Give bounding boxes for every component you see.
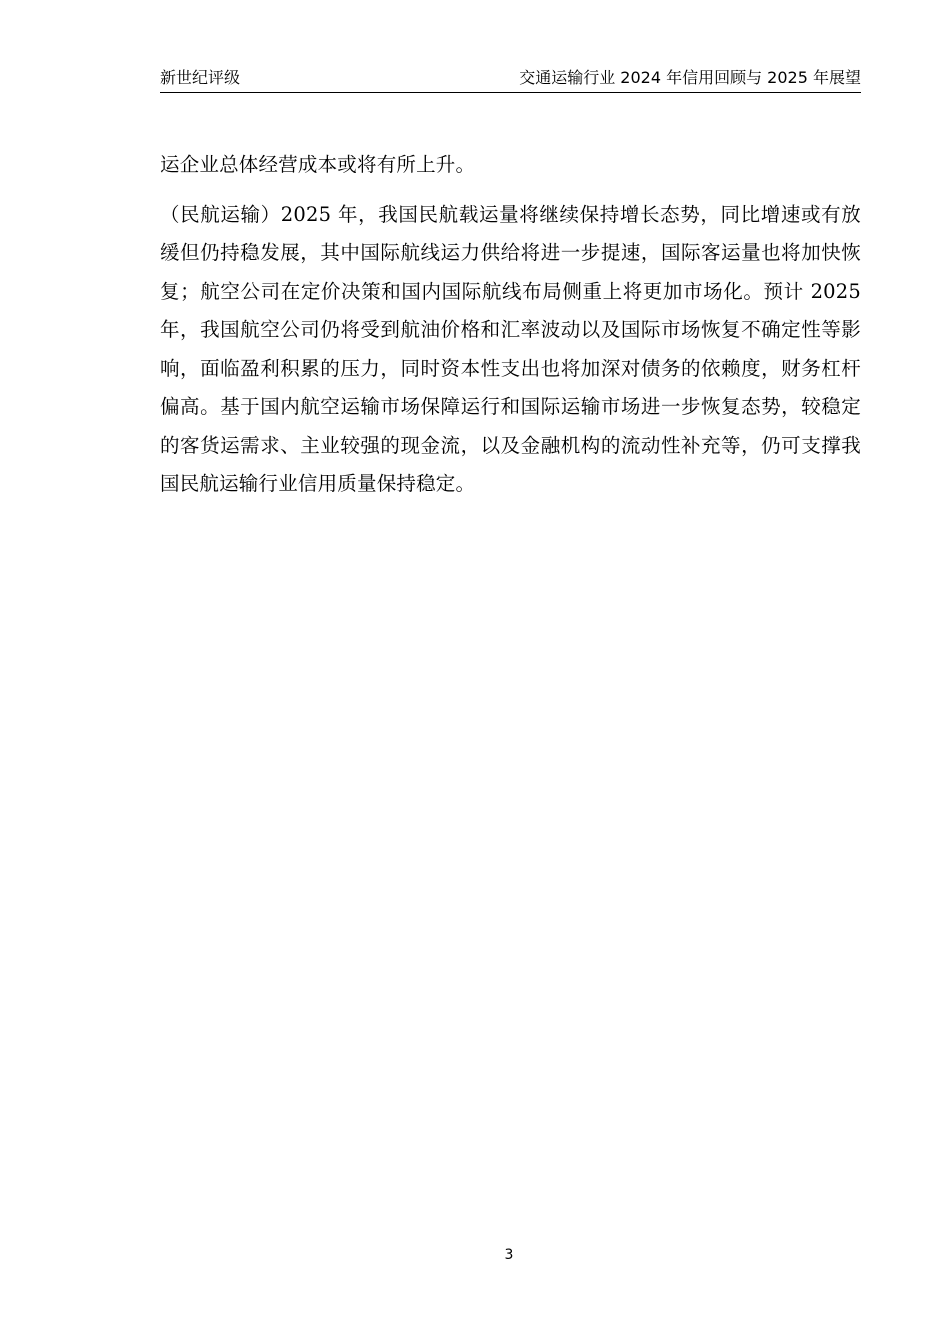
page-number: 3 (504, 1247, 514, 1263)
paragraph-continuation: 运企业总体经营成本或将有所上升。 (160, 153, 476, 176)
header-publisher: 新世纪评级 (160, 68, 241, 87)
header-report-title: 交通运输行业 2024 年信用回顾与 2025 年展望 (519, 68, 861, 87)
paragraph-civil-aviation: （民航运输）2025 年，我国民航载运量将继续保持增长态势，同比增速或有放缓但仍持稳发展，其中国际航线运力供给将进一步提速，国际客运量也将加快恢复；航空公司在定价决策和国内国际航线布局侧重上将更加市场化。预计 2025 年，我国航空公司仍将受到航油价格和汇率波动以及国际市场恢复不确定性等影响，面临盈利积累的压力，同时资本性支出也将加深对债务的依赖度，财务杠杆偏高。基于国内航空运输市场保障运行和国际运输市场进一步恢复态势，较稳定的客货运需求、主业较强的现金流，以及金融机构的流动性补充等，仍可支撑我国民航运输行业信用质量保持稳定。 (160, 202, 861, 495)
body-text (160, 146, 861, 514)
page-header (160, 66, 861, 93)
